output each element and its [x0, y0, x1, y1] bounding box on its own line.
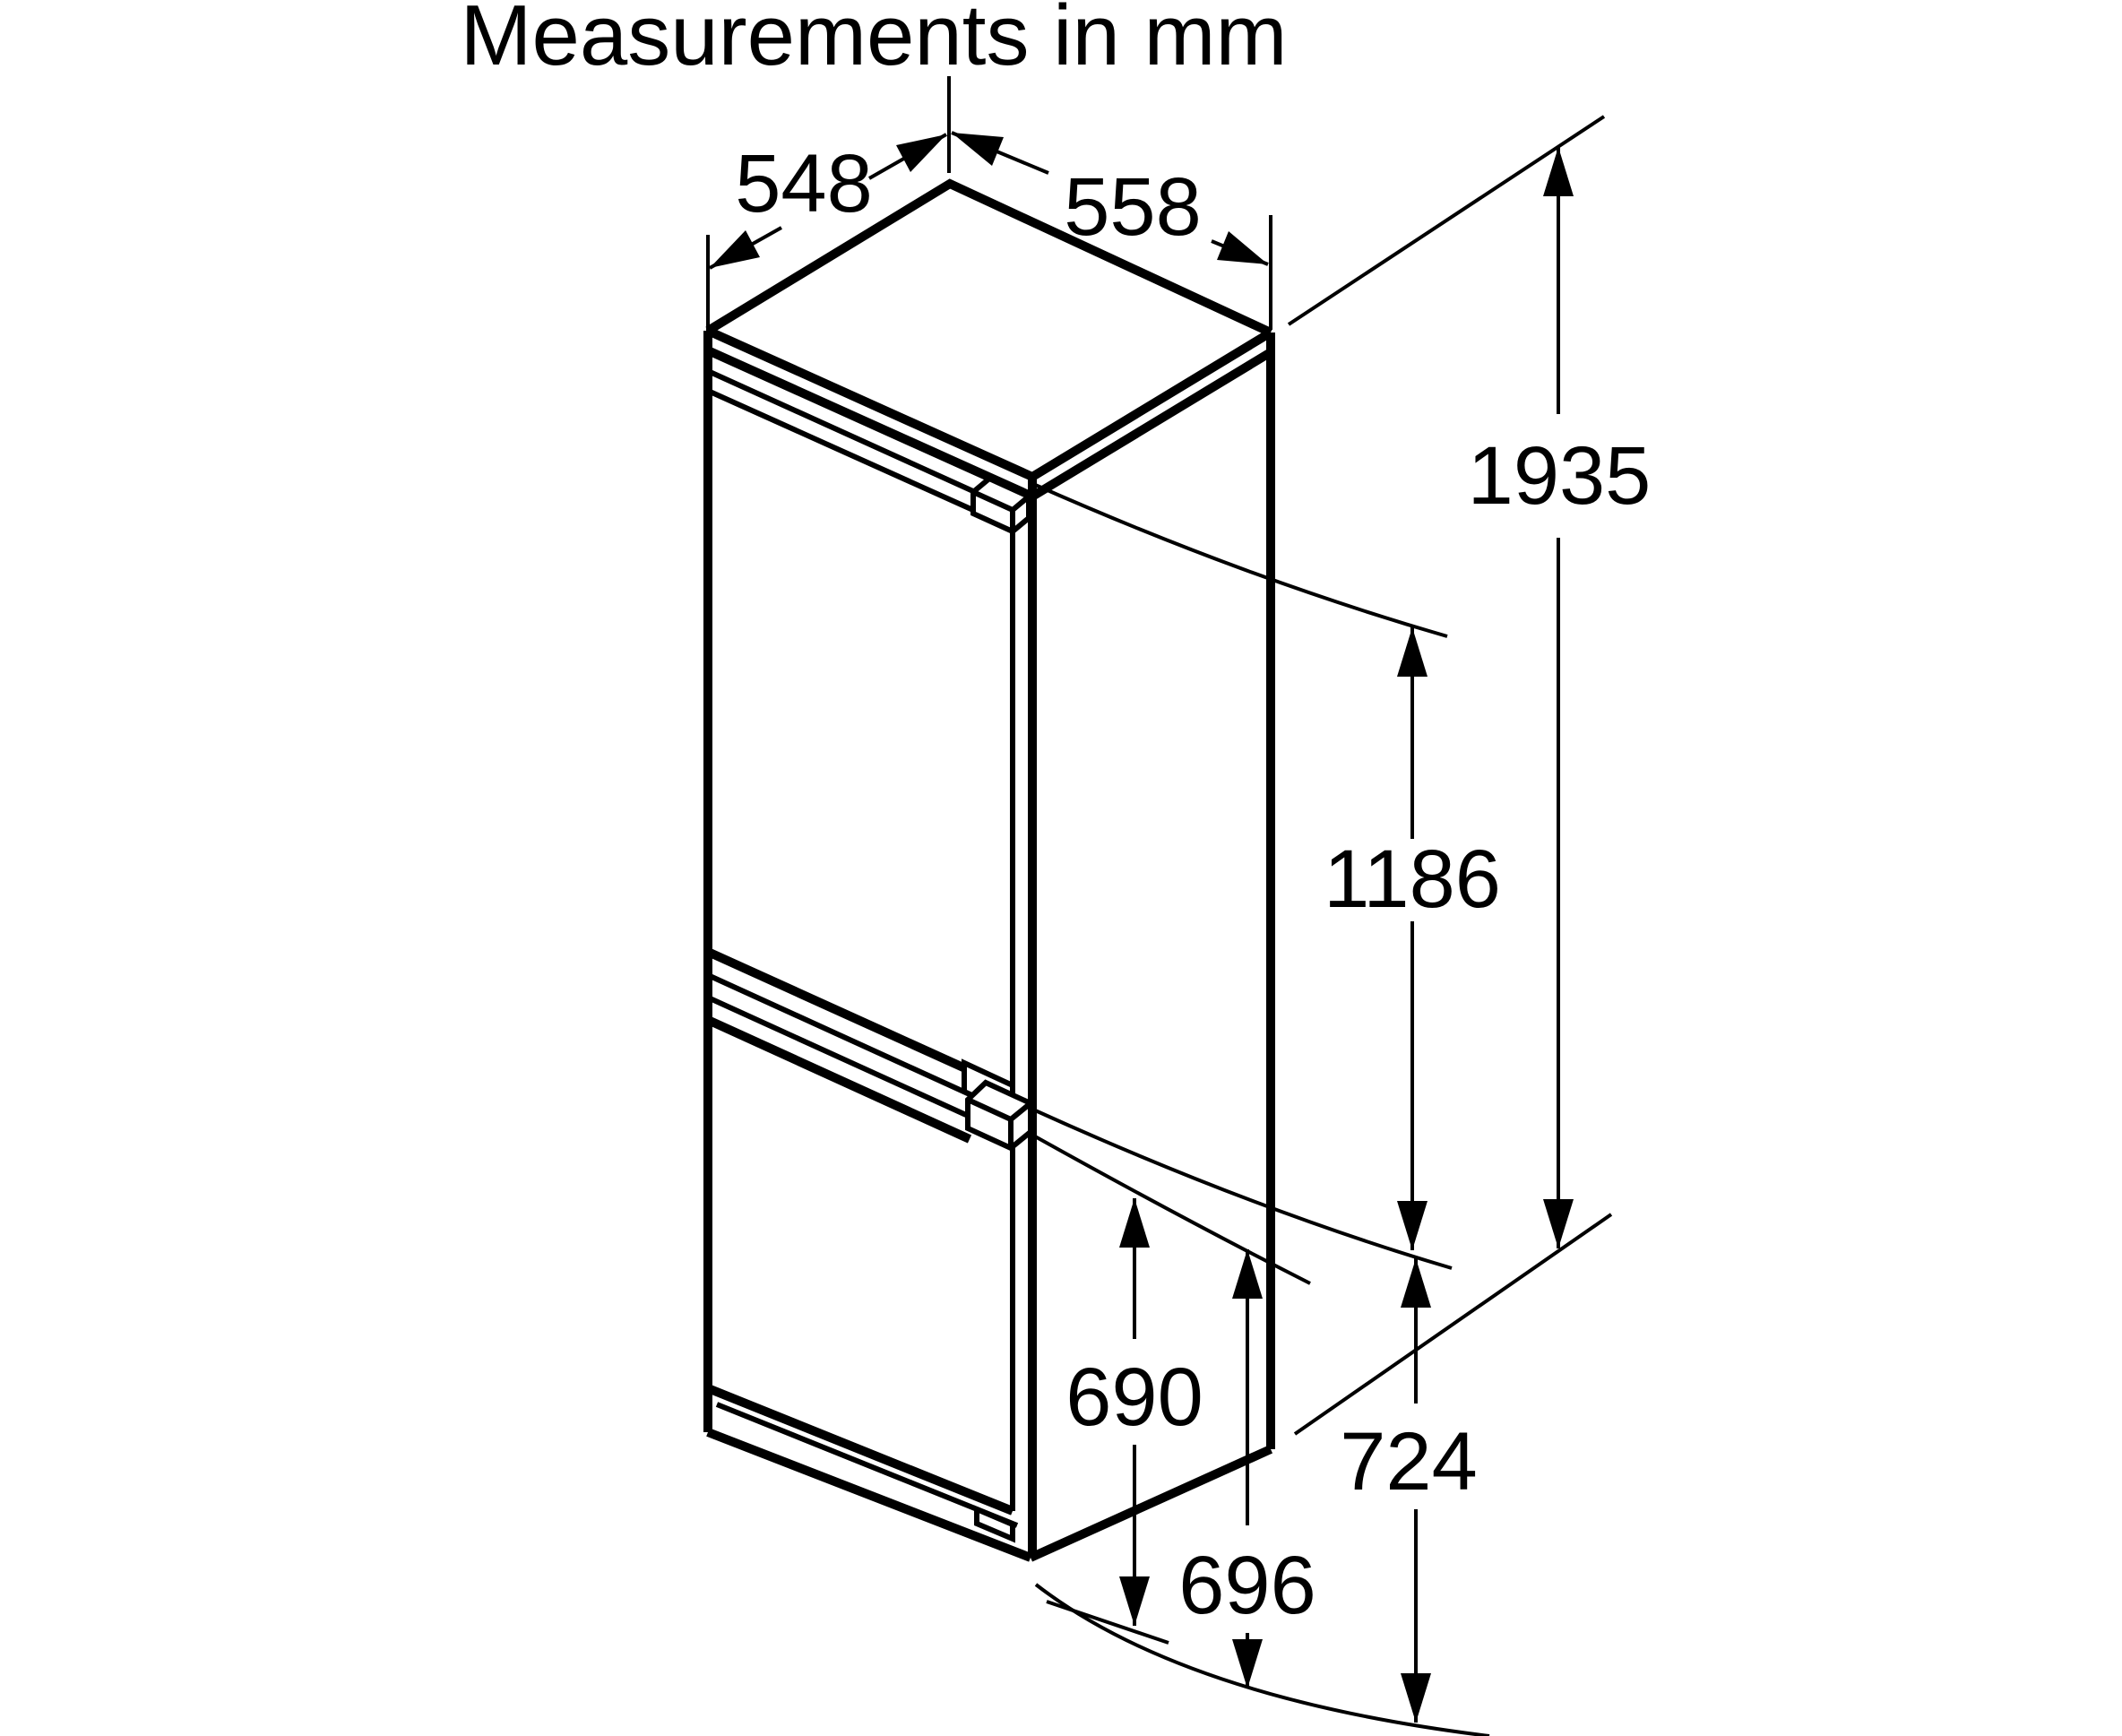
dim-depth-arrowhead-right — [896, 134, 946, 172]
dim-depth-arrowhead-left — [710, 230, 760, 268]
dim-width-arrowhead-left — [952, 133, 1004, 166]
dim-fridge-door-arrowhead-top — [1397, 627, 1428, 677]
dim-freezer-front-arrowhead-bottom — [1119, 1576, 1150, 1626]
dim-freezer-door — [1178, 1249, 1316, 1688]
dim-depth-label: 548 — [735, 138, 873, 229]
page-title: Measurements in mm — [460, 0, 1288, 83]
dim-lower-section-arrowhead-bottom — [1401, 1673, 1431, 1723]
dim-freezer-front-label: 690 — [1065, 1352, 1203, 1443]
dim-freezer-front-arrowhead-top — [1119, 1198, 1150, 1248]
lower-door-top-edge — [708, 1020, 970, 1139]
dim-freezer-door-arrowhead-bottom — [1232, 1639, 1263, 1688]
dim-lower-section-arrowhead-top — [1401, 1258, 1431, 1308]
dim-lower-section-label: 724 — [1340, 1416, 1478, 1507]
dim-width-label: 558 — [1064, 161, 1202, 253]
dim-lower-section — [1340, 1258, 1478, 1723]
ext-fridge-door-top — [1033, 484, 1447, 636]
ext-height-bottom — [1295, 1214, 1611, 1434]
dim-fridge-door-label: 1186 — [1324, 833, 1501, 925]
ext-split-upper — [1033, 1110, 1452, 1268]
floor-segment-short — [1047, 1602, 1169, 1643]
dim-depth — [710, 134, 946, 268]
plinth-top-line — [717, 1404, 1017, 1525]
dim-width — [952, 133, 1268, 264]
dim-width-arrowhead-right — [1217, 231, 1268, 264]
dim-height-label: 1935 — [1467, 430, 1652, 522]
top-rim-edges — [708, 331, 1271, 497]
dim-fridge-door — [1324, 627, 1501, 1250]
dim-height-arrowhead-bottom — [1543, 1199, 1574, 1248]
dim-height — [1468, 147, 1652, 1248]
dim-fridge-door-arrowhead-bottom — [1397, 1201, 1428, 1250]
upper-door-top-edge — [708, 371, 1013, 509]
dim-freezer-door-label: 696 — [1178, 1540, 1316, 1631]
